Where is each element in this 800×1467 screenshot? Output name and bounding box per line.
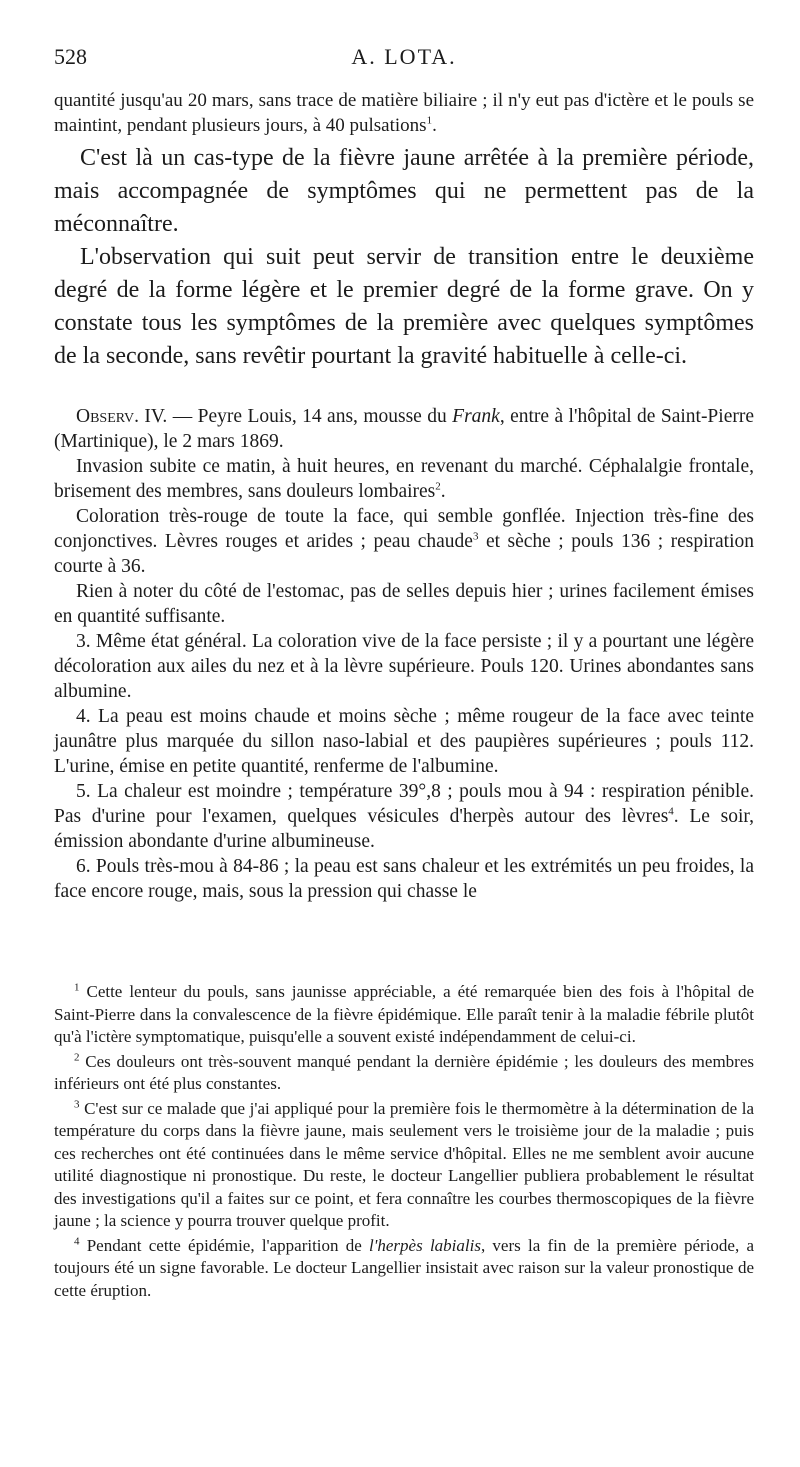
observation-intro: — Peyre Louis, 14 ans, mousse du [167, 406, 453, 427]
footnote-mark: 1 [74, 981, 80, 994]
footnote-4 [54, 1235, 754, 1303]
footnote-1 [54, 981, 754, 1049]
footnote-2 [54, 1051, 754, 1096]
observation-day-6: 6. Pouls très-mou à 84-86 ; la peau est sans chaleur et les extrémités un peu froides, la face encore rouge, mais, sous la pression qui chasse le [54, 856, 754, 902]
observation-intro-end: , entre à l'hôpital de Saint-Pierre (Martinique), le 2 mars 1869. [54, 406, 754, 452]
footnote-text: Cette lenteur du pouls, sans jaunisse appréciable, a été remarquée bien des fois à l'hôpital de Saint-Pierre dans la convalescence de la fièvre épidémique. Elle paraît tenir à la maladie fébrile plutôt qu'à l'ictère symptomatique, puisqu'elle a souvent existé indépendamment de celui-ci. [54, 982, 754, 1046]
intro-end: . [432, 115, 437, 136]
observation-text: et sèche ; pouls 136 ; respiration courte à 36. [54, 531, 754, 577]
observation-day-3: 3. Même état général. La coloration vive de la face persiste ; il y a pourtant une légère décoloration aux ailes du nez et à la lèvre supérieure. Pouls 120. Urines abondantes sans albumine. [54, 631, 754, 702]
observation-stomach: Rien à noter du côté de l'estomac, pas de selles depuis hier ; urines facilement émises en quantité suffisante. [54, 581, 754, 627]
page-number: 528 [54, 44, 87, 69]
observation-iv [54, 404, 754, 904]
page-header [54, 44, 754, 74]
observation-day-1 [54, 454, 754, 504]
footnote-mark: 4 [74, 1234, 80, 1247]
footnote-mark: 3 [74, 1097, 80, 1110]
footnote-ref: 3 [472, 530, 479, 543]
intro-text: quantité jusqu'au 20 mars, sans trace de matière biliaire ; il n'y eut pas d'ictère et le pouls se maintint, pendant plusieurs jours, à 40 pulsations [54, 90, 754, 136]
commentary [54, 142, 754, 373]
observation-day-4: 4. La peau est moins chaude et moins sèche ; même rougeur de la face avec teinte jaunâtre plus marquée du sillon naso-labial et des paupières supérieures ; pouls 112. L'urine, émise en petite quantité, renferme de l'albumine. [54, 706, 754, 777]
observation-text: 5. La chaleur est moindre ; température 39°,8 ; pouls mou à 94 : respiration pénible. Pas d'urine pour l'examen, quelques vésicules d'herpès autour des lèvres [54, 781, 754, 827]
footnote-ref: 2 [435, 480, 441, 493]
footnote-text: Ces douleurs ont très-souvent manqué pendant la dernière épidémie ; les douleurs des membres inférieurs ont été plus constantes. [54, 1051, 754, 1093]
footnote-text: C'est sur ce malade que j'ai appliqué pour la première fois le thermomètre à la détermination de la température du corps dans la fièvre jaune, mais seulement vers le troisième jour de la maladie ; puis ces recherches ont été continuées dans le même service d'hôpital. Elles ne me semblent avoir aucune utilité diagnostique ni pronostique. Du reste, le docteur Langellier publiera probablement le résultat des investigations qu'il a faites sur ce point, et fera connaître les courbes thermoscopiques de la fièvre jaune ; la science y pourra trouver quelque profit. [54, 1098, 754, 1230]
footnotes [54, 981, 754, 1304]
ship-name: Frank [452, 406, 500, 427]
footnote-ref: 1 [426, 114, 433, 127]
observation-text: . Le soir, émission abondante d'urine albumineuse. [54, 806, 754, 852]
footnote-text: , vers la fin de la première période, a toujours été un signe favorable. Le docteur Langellier insistait avec raison sur la valeur pronostique de cette éruption. [54, 1235, 754, 1300]
observation-label: Observ. IV. [76, 406, 168, 427]
running-title: A. LOTA. [351, 44, 457, 69]
footnote-italic: l'herpès labialis [369, 1235, 481, 1255]
observation-coloration [54, 504, 754, 579]
observation-text: . [440, 481, 446, 502]
continued-paragraph [54, 88, 754, 138]
observation-text: Invasion subite ce matin, à huit heures, en revenant du marché. Céphalalgie frontale, brisement des membres, sans douleurs lombaires [54, 456, 754, 502]
footnote-mark: 2 [74, 1050, 80, 1063]
footnote-3 [54, 1098, 754, 1233]
paragraph-transition: L'observation qui suit peut servir de transition entre le deuxième degré de la forme légère et le premier degré de la forme grave. On y constate tous les symptômes de la première avec quelques symptômes de la seconde, sans revêtir pourtant la gravité habituelle à celle-ci. [54, 244, 754, 369]
footnote-text: Pendant cette épidémie, l'apparition de [79, 1235, 370, 1255]
observation-day-5 [54, 779, 754, 854]
observation-heading [54, 404, 754, 454]
footnote-ref: 4 [668, 805, 674, 818]
observation-text: Coloration très-rouge de toute la face, qui semble gonflée. Injection très-fine des conjonctives. Lèvres rouges et arides ; peau chaude [54, 506, 754, 552]
paragraph-case-type: C'est là un cas-type de la fièvre jaune arrêtée à la première période, mais accompagnée de symptômes qui ne permettent pas de la méconnaître. [54, 145, 754, 237]
